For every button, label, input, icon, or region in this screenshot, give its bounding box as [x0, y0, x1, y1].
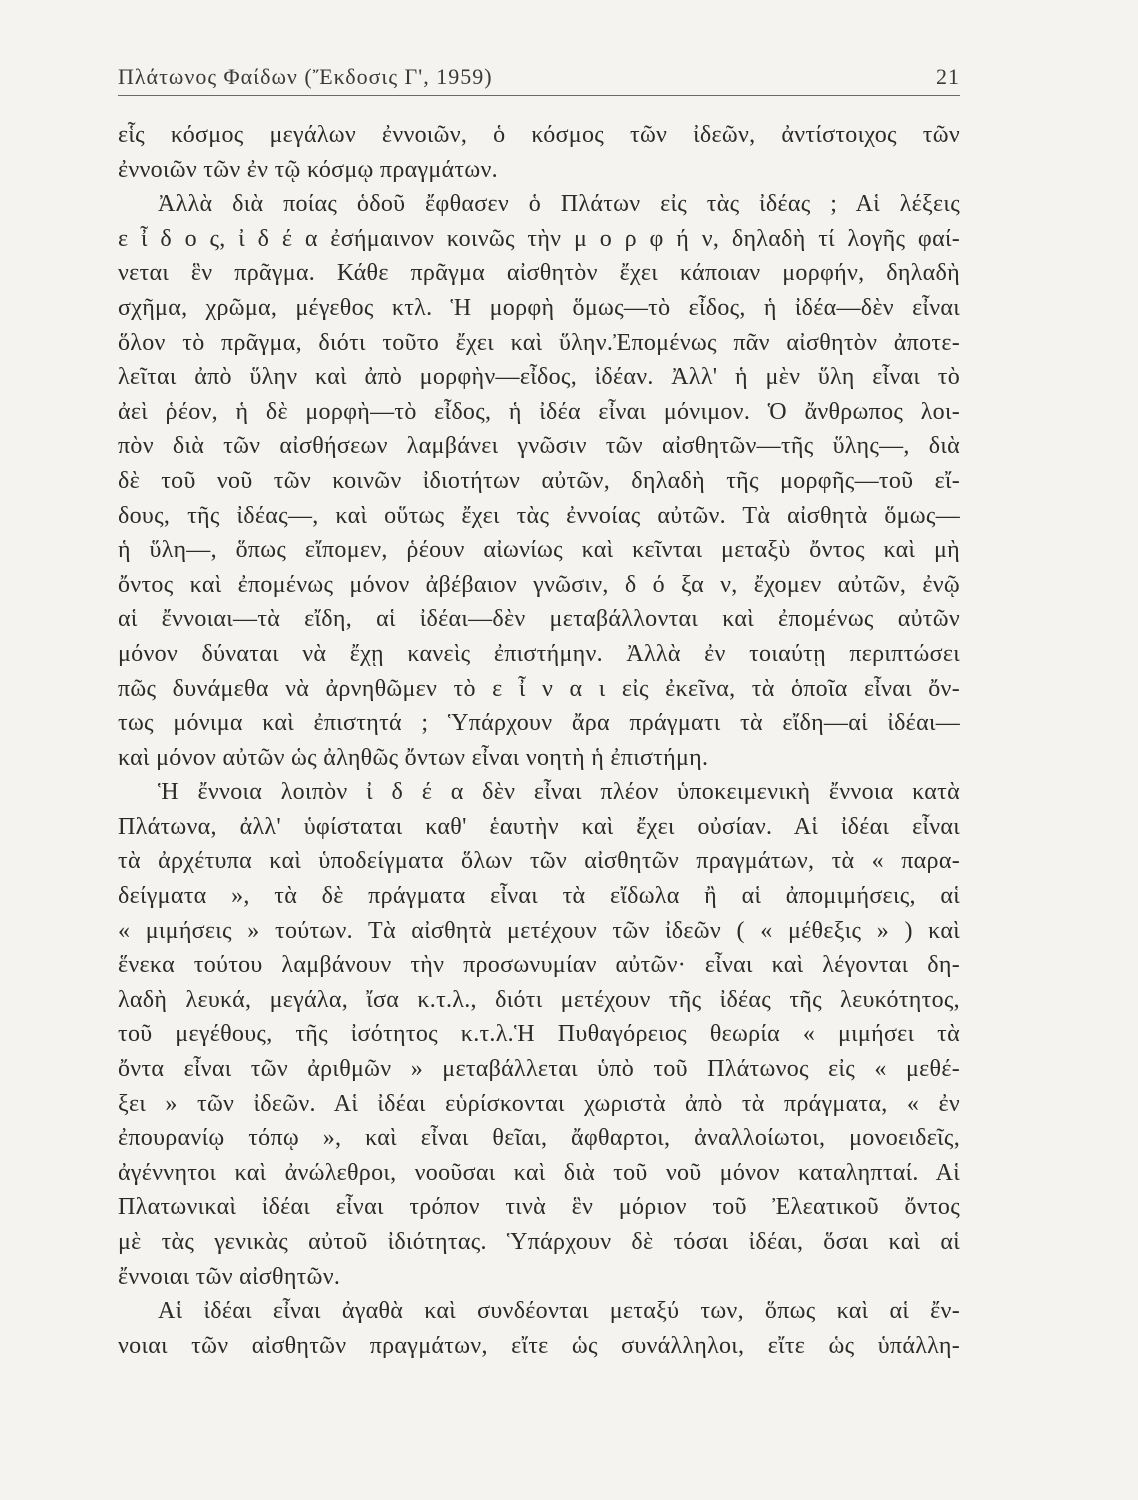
text-line: μὲ τὰς γενικὰς αὐτοῦ ἰδιότητας. Ὑπάρχουν δὲ τόσαι ἰδέαι, ὅσαι καὶ αἱ [118, 1229, 960, 1255]
text-line: Πλάτωνα, ἀλλ' ὑφίσταται καθ' ἑαυτὴν καὶ ἔχει οὐσίαν. Αἱ ἰδέαι εἶναι [118, 813, 960, 840]
text-line: σχῆμα, χρῶμα, μέγεθος κτλ. Ἡ μορφὴ ὅμως—τὸ εἶδος, ἡ ἰδέα—δὲν εἶναι [118, 294, 960, 321]
text-line: ἐννοιῶν τῶν ἐν τῷ κόσμῳ πραγμάτων. [118, 156, 498, 183]
text-line: ὄντα εἶναι τῶν ἀριθμῶν » μεταβάλλεται ὑπὸ τοῦ Πλάτωνος εἰς « μεθέ- [118, 1056, 960, 1083]
text-line: ἔννοιαι τῶν αἰσθητῶν. [118, 1263, 341, 1290]
running-title: Πλάτωνος Φαίδων (Ἔκδοσις Γ', 1959) [118, 64, 493, 89]
text-line: δους, τῆς ἰδέας—, καὶ οὕτως ἔχει τὰς ἐννοίας αὐτῶν. Τὰ αἰσθητὰ ὅμως— [118, 502, 960, 529]
text-line: τως μόνιμα καὶ ἐπιστητά ; Ὑπάρχουν ἄρα πράγματι τὰ εἴδη—αἱ ἰδέαι— [118, 710, 960, 737]
text-line: πῶς δυνάμεθα νὰ ἀρνηθῶμεν τὸ ε ἶ ν α ι εἰς ἐκεῖνα, τὰ ὁποῖα εἶναι ὄν- [118, 675, 960, 702]
text-line: « μιμήσεις » τούτων. Τὰ αἰσθητὰ μετέχουν τῶν ἰδεῶν ( « μέθεξις » ) καὶ [118, 917, 960, 944]
text-line: μόνον δύναται νὰ ἔχῃ κανεὶς ἐπιστήμην. Ἀλλὰ ἐν τοιαύτῃ περιπτώσει [118, 640, 960, 667]
text-line: Ἡ ἔννοια λοιπὸν ἰ δ έ α δὲν εἶναι πλέον ὑποκειμενικὴ ἔννοια κατὰ [158, 779, 960, 806]
text-line: ε ἶ δ ο ς, ἰ δ έ α ἐσήμαινον κοινῶς τὴν μ ο ρ φ ή ν, δηλαδὴ τί λογῆς φαί- [118, 225, 960, 252]
text-line: αἱ ἔννοιαι—τὰ εἴδη, αἱ ἰδέαι—δὲν μεταβάλλονται καὶ ἐπομένως αὐτῶν [118, 606, 960, 633]
text-line: δείγματα », τὰ δὲ πράγματα εἶναι τὰ εἴδωλα ἢ αἱ ἀπομιμήσεις, αἱ [118, 883, 960, 910]
text-line: δὲ τοῦ νοῦ τῶν κοινῶν ἰδιοτήτων αὐτῶν, δηλαδὴ τῆς μορφῆς—τοῦ εἴ- [118, 467, 960, 494]
body-text [118, 118, 960, 1363]
text-line: εἷς κόσμος μεγάλων ἐννοιῶν, ὁ κόσμος τῶν ἰδεῶν, ἀντίστοιχος τῶν [118, 122, 960, 148]
text-line: λεῖται ἀπὸ ὕλην καὶ ἀπὸ μορφὴν—εἶδος, ἰδέαν. Ἀλλ' ἡ μὲν ὕλη εἶναι τὸ [118, 364, 960, 391]
text-line: ἡ ὕλη—, ὅπως εἴπομεν, ῥέουν αἰωνίως καὶ κεῖνται μεταξὺ ὄντος καὶ μὴ [118, 537, 960, 564]
text-line: ἀεὶ ῥέον, ἡ δὲ μορφὴ—τὸ εἶδος, ἡ ἰδέα εἶναι μόνιμον. Ὁ ἄνθρωπος λοι- [118, 398, 960, 425]
text-line: Πλατωνικαὶ ἰδέαι εἶναι τρόπον τινὰ ἓν μόριον τοῦ Ἐλεατικοῦ ὄντος [118, 1194, 960, 1221]
running-header [118, 60, 960, 90]
text-line: ἐπουρανίῳ τόπῳ », καὶ εἶναι θεῖαι, ἄφθαρτοι, ἀναλλοίωτοι, μονοειδεῖς, [118, 1125, 960, 1152]
page-number: 21 [936, 64, 960, 89]
text-line: τοῦ μεγέθους, τῆς ἰσότητος κ.τ.λ.Ἡ Πυθαγόρειος θεωρία « μιμήσει τὰ [118, 1021, 960, 1048]
text-line: Ἀλλὰ διὰ ποίας ὁδοῦ ἔφθασεν ὁ Πλάτων εἰς τὰς ἰδέας ; Αἱ λέξεις [158, 191, 960, 218]
text-line: καὶ μόνον αὐτῶν ὡς ἀληθῶς ὄντων εἶναι νοητὴ ἡ ἐπιστήμη. [118, 744, 709, 771]
text-line: ὅλον τὸ πρᾶγμα, διότι τοῦτο ἔχει καὶ ὕλην.Ἐπομένως πᾶν αἰσθητὸν ἀποτε- [118, 329, 960, 356]
header-rule [118, 95, 960, 96]
text-line: τὰ ἀρχέτυπα καὶ ὑποδείγματα ὅλων τῶν αἰσθητῶν πραγμάτων, τὰ « παρα- [118, 848, 960, 875]
text-line: πὸν διὰ τῶν αἰσθήσεων λαμβάνει γνῶσιν τῶν αἰσθητῶν—τῆς ὕλης—, διὰ [118, 433, 960, 460]
text-line: Αἱ ἰδέαι εἶναι ἀγαθὰ καὶ συνδέονται μεταξύ των, ὅπως καὶ αἱ ἔν- [158, 1298, 960, 1325]
text-line: νεται ἓν πρᾶγμα. Κάθε πρᾶγμα αἰσθητὸν ἔχει κάποιαν μορφήν, δηλαδὴ [118, 260, 960, 287]
text-line: νοιαι τῶν αἰσθητῶν πραγμάτων, εἴτε ὡς συνάλληλοι, εἴτε ὡς ὑπάλλη- [118, 1332, 960, 1359]
text-line: ἕνεκα τούτου λαμβάνουν τὴν προσωνυμίαν αὐτῶν· εἶναι καὶ λέγονται δη- [118, 952, 960, 979]
text-line: λαδὴ λευκά, μεγάλα, ἴσα κ.τ.λ., διότι μετέχουν τῆς ἰδέας τῆς λευκότητος, [118, 986, 960, 1013]
text-line: ξει » τῶν ἰδεῶν. Αἱ ἰδέαι εὑρίσκονται χωριστὰ ἀπὸ τὰ πράγματα, « ἐν [118, 1090, 960, 1117]
text-line: ἀγέννητοι καὶ ἀνώλεθροι, νοοῦσαι καὶ διὰ τοῦ νοῦ μόνον καταληπταί. Αἱ [118, 1159, 960, 1186]
text-line: ὄντος καὶ ἐπομένως μόνον ἀβέβαιον γνῶσιν, δ ό ξα ν, ἔχομεν αὐτῶν, ἐνῷ [118, 571, 960, 598]
